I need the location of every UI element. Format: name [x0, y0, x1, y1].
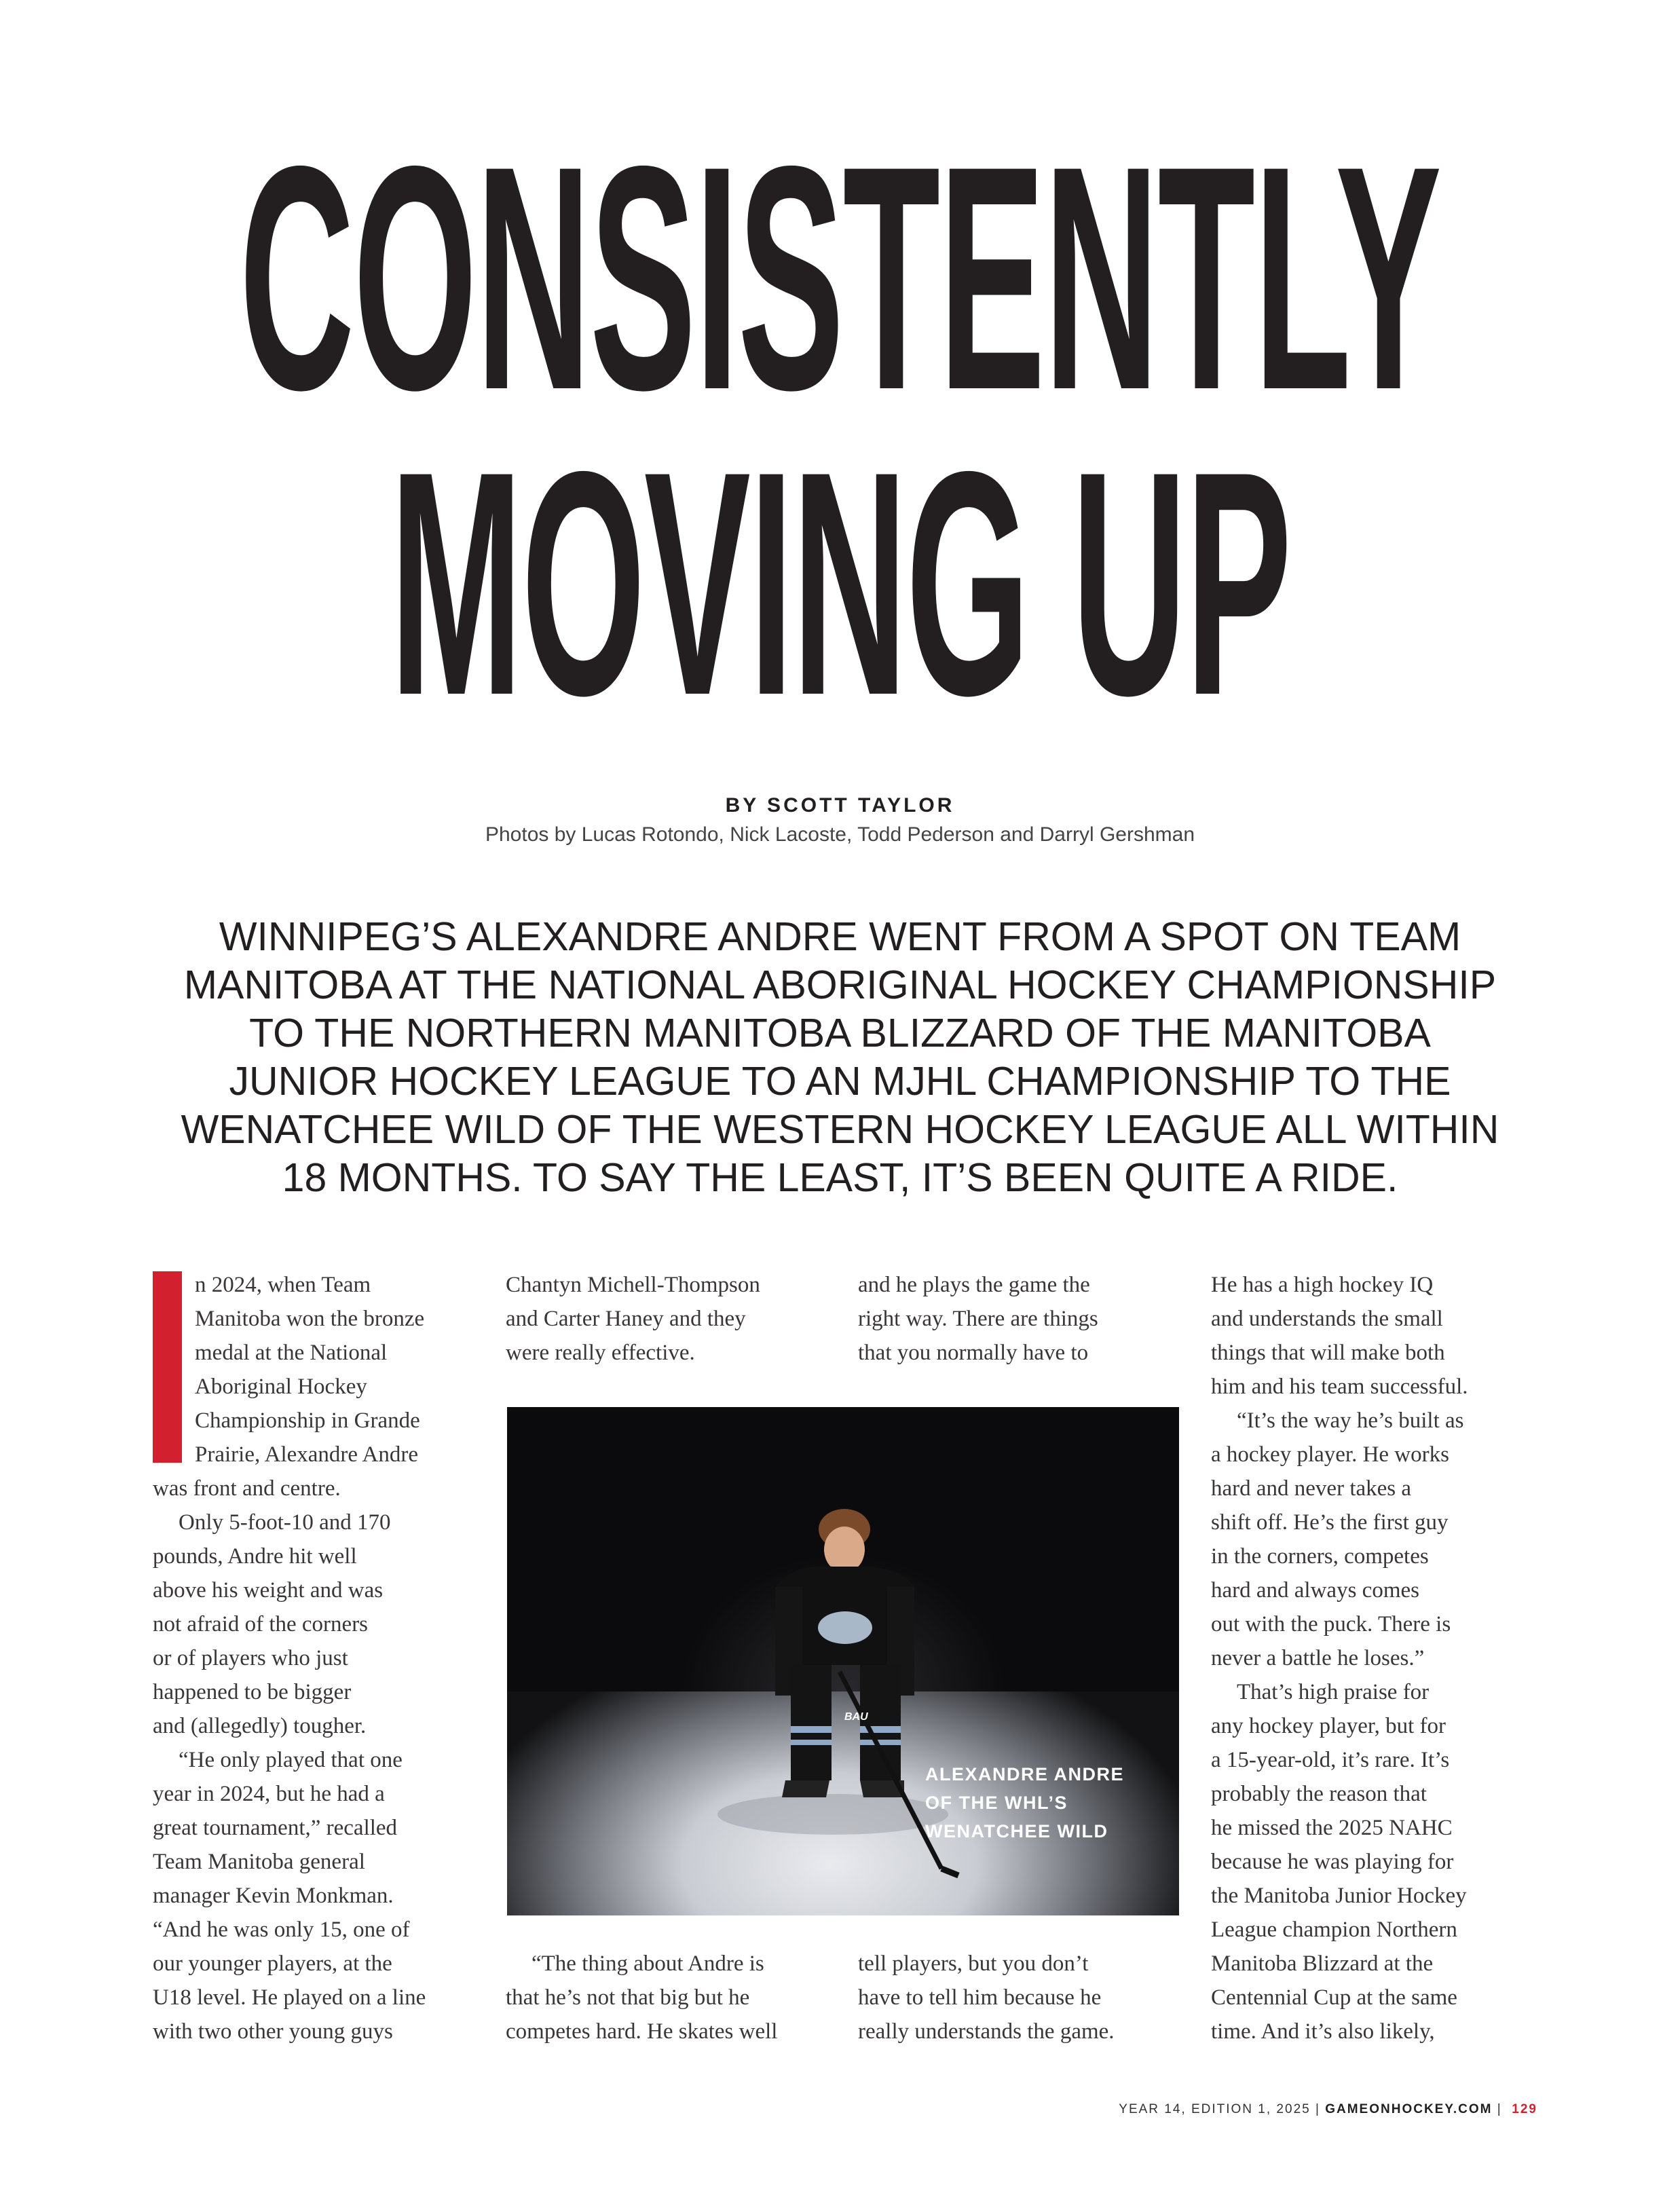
- text-line: League champion Northern: [1211, 1917, 1457, 1942]
- text-line: “It’s the way he’s built as: [1237, 1408, 1464, 1433]
- text-line: medal at the National: [195, 1341, 388, 1365]
- caption-line: OF THE WHL’S: [925, 1793, 1068, 1813]
- deck-line: 18 MONTHS. TO SAY THE LEAST, IT’S BEEN QUITE A RIDE.: [282, 1155, 1398, 1200]
- text-line: Chantyn Michell-Thompson: [506, 1273, 760, 1297]
- text-line: probably the reason that: [1211, 1782, 1427, 1806]
- text-line: Aboriginal Hockey: [195, 1374, 367, 1399]
- text-line: not afraid of the corners: [153, 1612, 369, 1636]
- text-line: a hockey player. He works: [1211, 1442, 1449, 1467]
- text-line: that he’s not that big but he: [506, 1985, 750, 2010]
- stick-brand: BAU: [844, 1711, 868, 1723]
- headline-line-1: CONSISTENTLY: [239, 100, 1441, 456]
- caption-line: WENATCHEE WILD: [925, 1821, 1108, 1841]
- text-line: out with the puck. There is: [1211, 1612, 1451, 1636]
- column-2-top: [506, 1268, 825, 1370]
- headline-row-1: [0, 100, 1680, 456]
- deck-line: TO THE NORTHERN MANITOBA BLIZZARD OF THE MANITOBA: [249, 1011, 1431, 1055]
- text-line: our younger players, at the: [153, 1951, 392, 1976]
- text-line: That’s high praise for: [1237, 1680, 1430, 1704]
- text-line: U18 level. He played on a line: [153, 1985, 426, 2010]
- text-line: were really effective.: [506, 1341, 695, 1365]
- text-line: n 2024, when Team: [195, 1273, 371, 1297]
- photo-credit: Photos by Lucas Rotondo, Nick Lacoste, Todd Pederson and Darryl Gershman: [485, 823, 1195, 846]
- deck-line: WENATCHEE WILD OF THE WESTERN HOCKEY LEAGUE ALL WITHIN: [181, 1107, 1499, 1152]
- separator: |: [1315, 2102, 1320, 2116]
- column-4: [1211, 1268, 1530, 2048]
- text-line: “The thing about Andre is: [531, 1951, 764, 1976]
- text-line: Championship in Grande: [195, 1408, 420, 1433]
- column-1: [153, 1268, 472, 2048]
- column-2-bottom: [506, 1947, 825, 2048]
- page-number: 129: [1512, 2102, 1537, 2116]
- text-line: competes hard. He skates well: [506, 2019, 778, 2044]
- text-line: things that will make both: [1211, 1341, 1445, 1365]
- text-line: in the corners, competes: [1211, 1544, 1429, 1569]
- text-line: the Manitoba Junior Hockey: [1211, 1884, 1467, 1908]
- text-line: a 15-year-old, it’s rare. It’s: [1211, 1748, 1450, 1772]
- column-3-bottom: [858, 1947, 1177, 2048]
- text-line: happened to be bigger: [153, 1680, 352, 1704]
- text-line: “And he was only 15, one of: [153, 1917, 410, 1942]
- page-footer: [1119, 2102, 1537, 2117]
- headline-line-2: MOVING UP: [390, 405, 1290, 762]
- text-line: right way. There are things: [858, 1307, 1098, 1331]
- text-line: and (allegedly) tougher.: [153, 1714, 367, 1738]
- text-line: or of players who just: [153, 1646, 348, 1670]
- player-photo: [507, 1407, 1179, 1915]
- text-line: He has a high hockey IQ: [1211, 1273, 1434, 1297]
- text-line: have to tell him because he: [858, 1985, 1102, 2010]
- text-line: hard and always comes: [1211, 1578, 1419, 1603]
- text-line: Prairie, Alexandre Andre: [195, 1442, 418, 1467]
- deck-line: WINNIPEG’S ALEXANDRE ANDRE WENT FROM A SPOT ON TEAM: [219, 914, 1461, 959]
- photo-caption: [925, 1760, 1124, 1846]
- text-line: Team Manitoba general: [153, 1850, 365, 1874]
- text-line: really understands the game.: [858, 2019, 1115, 2044]
- text-line: hard and never takes a: [1211, 1476, 1412, 1501]
- text-line: because he was playing for: [1211, 1850, 1454, 1874]
- text-line: him and his team successful.: [1211, 1374, 1468, 1399]
- text-line: was front and centre.: [153, 1476, 341, 1501]
- text-line: he missed the 2025 NAHC: [1211, 1816, 1453, 1840]
- text-line: pounds, Andre hit well: [153, 1544, 357, 1569]
- text-line: year in 2024, but he had a: [153, 1782, 385, 1806]
- text-line: with two other young guys: [153, 2019, 393, 2044]
- caption-line: ALEXANDRE ANDRE: [925, 1764, 1125, 1784]
- headline-row-2: [0, 405, 1680, 762]
- column-3-top: [858, 1268, 1177, 1370]
- text-line: time. And it’s also likely,: [1211, 2019, 1435, 2044]
- text-line: that you normally have to: [858, 1341, 1089, 1365]
- text-line: above his weight and was: [153, 1578, 384, 1603]
- text-line: never a battle he loses.”: [1211, 1646, 1425, 1670]
- deck-line: JUNIOR HOCKEY LEAGUE TO AN MJHL CHAMPIONSHIP TO THE: [229, 1059, 1451, 1104]
- text-line: great tournament,” recalled: [153, 1816, 398, 1840]
- text-line: and Carter Haney and they: [506, 1307, 746, 1331]
- text-line: manager Kevin Monkman.: [153, 1884, 394, 1908]
- byline: BY SCOTT TAYLOR: [725, 794, 955, 817]
- deck-intro: [136, 913, 1544, 1202]
- edition-label: YEAR 14, EDITION 1, 2025: [1119, 2102, 1311, 2116]
- text-line: any hockey player, but for: [1211, 1714, 1446, 1738]
- text-line: and he plays the game the: [858, 1273, 1090, 1297]
- separator: |: [1497, 2102, 1502, 2116]
- text-line: and understands the small: [1211, 1307, 1443, 1331]
- text-line: Centennial Cup at the same: [1211, 1985, 1457, 2010]
- deck-line: MANITOBA AT THE NATIONAL ABORIGINAL HOCKEY CHAMPIONSHIP: [183, 962, 1497, 1007]
- text-line: tell players, but you don’t: [858, 1951, 1089, 1976]
- text-line: shift off. He’s the first guy: [1211, 1510, 1449, 1535]
- text-line: “He only played that one: [179, 1748, 403, 1772]
- text-line: Manitoba Blizzard at the: [1211, 1951, 1434, 1976]
- text-line: Only 5-foot-10 and 170: [179, 1510, 391, 1535]
- text-line: Manitoba won the bronze: [195, 1307, 425, 1331]
- website-link[interactable]: GAMEONHOCKEY.COM: [1325, 2102, 1493, 2116]
